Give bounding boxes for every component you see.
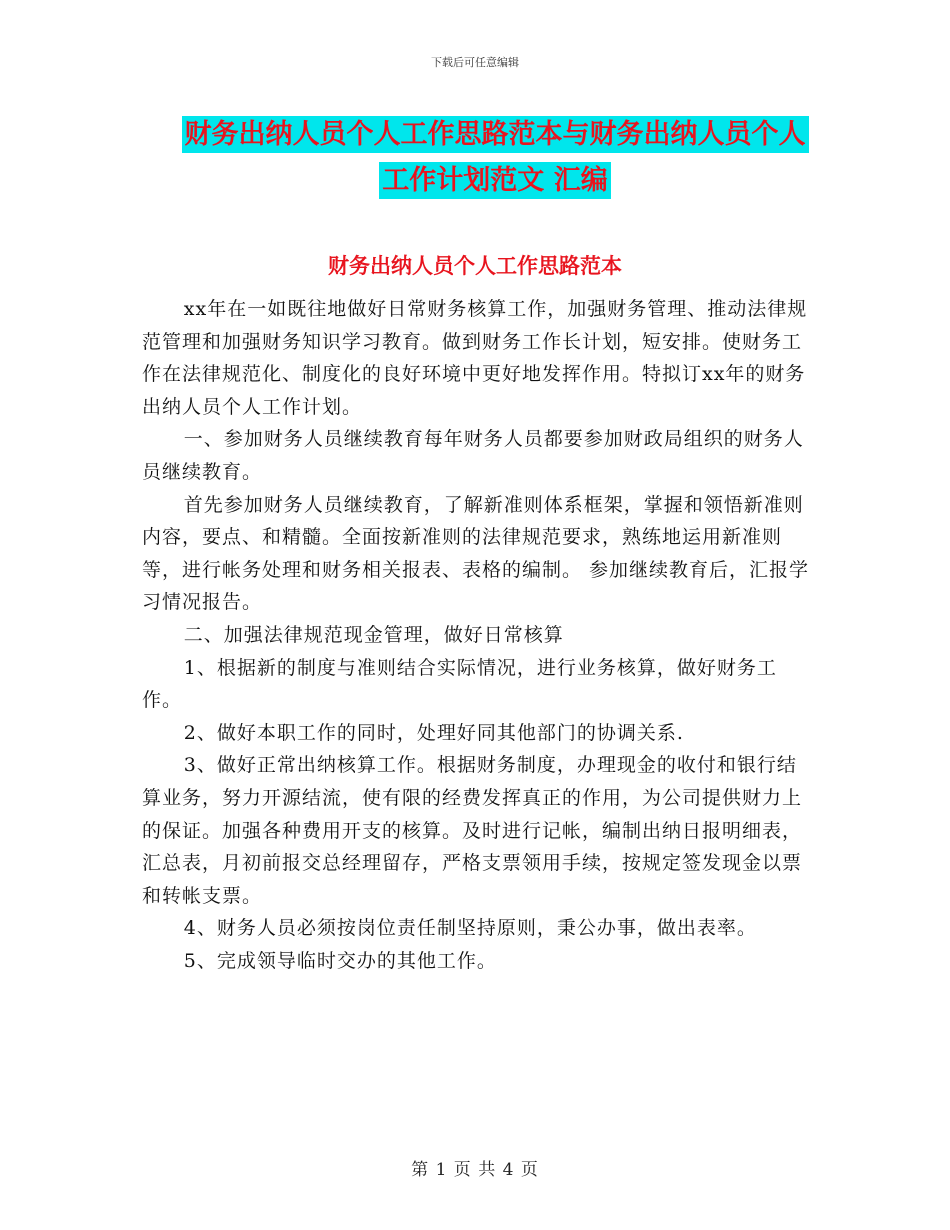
- paragraph-subitem-2: 2、做好本职工作的同时，处理好同其他部门的协调关系.: [183, 721, 684, 744]
- header-note: 下载后可任意编辑: [431, 56, 519, 69]
- paragraph-item-1-detail: 首先参加财务人员继续教育，了解新准则体系框架，掌握和领悟新准则内容，要点、和精髓。全面按新准则的法律规范要求，熟练地运用新准则等，进行帐务处理和财务相关报表、表格的编制。 参加继续教育后，汇报学习情况报告。: [142, 493, 810, 614]
- paragraph-subitem-3: 3、做好正常出纳核算工作。根据财务制度，办理现金的收付和银行结算业务，努力开源结流，使有限的经费发挥真正的作用，为公司提供财力上的保证。加强各种费用开支的核算。及时进行记帐，编制出纳日报明细表，汇总表，月初前报交总经理留存，严格支票领用手续，按规定签发现金以票和转帐支票。: [142, 754, 803, 907]
- page-footer: 第 1 页 共 4 页: [411, 1160, 539, 1180]
- document-title-line-1-text: 财务出纳人员个人工作思路范本与财务出纳人员个人: [182, 116, 809, 153]
- document-title-line-1: [20, 112, 950, 151]
- paragraph-item-1: 一、参加财务人员继续教育每年财务人员都要参加财政局组织的财务人员继续教育。: [142, 428, 804, 483]
- document-title-line-2: [20, 158, 950, 197]
- paragraph-subitem-4: 4、财务人员必须按岗位责任制坚持原则，秉公办事，做出表率。: [183, 917, 757, 940]
- document-title-line-2-text: 工作计划范文 汇编: [379, 162, 610, 199]
- paragraph-item-2: 二、加强法律规范现金管理，做好日常核算: [183, 623, 564, 646]
- paragraph-intro: xx年在一如既往地做好日常财务核算工作，加强财务管理、推动法律规范管理和加强财务知识学习教育。做到财务工作长计划，短安排。使财务工作在法律规范化、制度化的良好环境中更好地发挥作用。特拟订xx年的财务出纳人员个人工作计划。: [142, 298, 808, 418]
- section-title: 财务出纳人员个人工作思路范本: [328, 254, 622, 278]
- paragraph-subitem-1: 1、根据新的制度与准则结合实际情况，进行业务核算，做好财务工作。: [142, 656, 777, 712]
- paragraph-subitem-5: 5、完成领导临时交办的其他工作。: [183, 949, 497, 972]
- document-body: [142, 293, 810, 977]
